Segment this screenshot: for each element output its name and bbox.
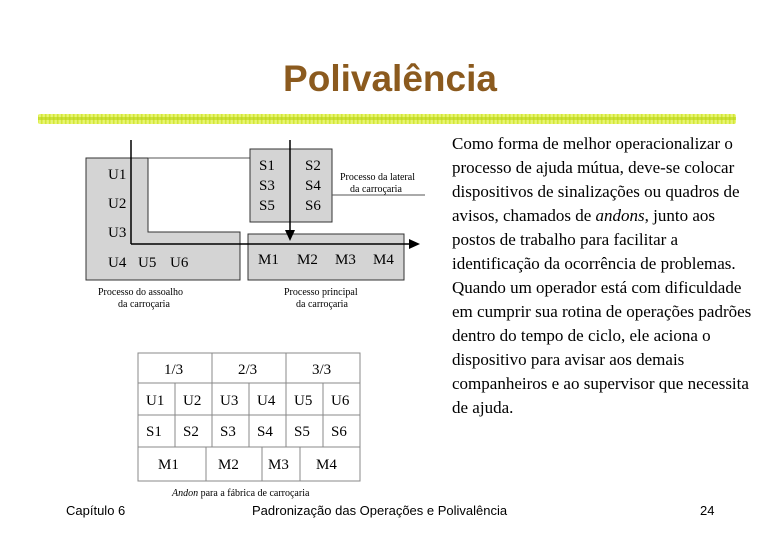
andon-caption-term: Andon [172,488,199,499]
andon-m3: M3 [268,457,289,473]
m3-label: M3 [335,252,356,268]
s5-label: S5 [259,198,275,214]
m2-label: M2 [297,252,318,268]
s1-label: S1 [259,158,275,174]
floor-caption-line2: da carroçaria [118,299,170,310]
u6-label: U6 [170,255,189,271]
m1-label: M1 [258,252,279,268]
andon-m4: M4 [316,457,337,473]
andon-s6: S6 [331,424,347,440]
andon-u4: U4 [257,393,276,409]
andon-header-3: 3/3 [312,362,332,378]
floor-caption-line1: Processo do assoalho [98,287,183,298]
main-caption-line2: da carroçaria [296,299,348,310]
s3-label: S3 [259,178,275,194]
title-underline-core [38,117,736,120]
u4-label: U4 [108,255,127,271]
explanation-paragraph [452,132,752,420]
paragraph-after: , junto aos postos de trabalho para facilitar a identificação da ocorrência de problemas. Quando um operador está com dificuldade em cumprir sua rotina de operações padrões dentro do tempo de ciclo, ele aciona o dispositivo para avisar aos demais companheiros e ao supervisor que necessita de ajuda. [452,206,752,417]
paragraph-term: andons [595,206,645,225]
andon-m2: M2 [218,457,239,473]
andon-m1: M1 [158,457,179,473]
andon-s2: S2 [183,424,199,440]
andon-header-2: 2/3 [238,362,258,378]
andon-board [130,345,370,505]
side-caption-line2: da carroçaria [350,184,402,195]
u3-label: U3 [108,225,127,241]
andon-caption [171,488,310,499]
footer-chapter: Capítulo 6 [66,503,126,518]
footer-page-number: 24 [700,503,715,518]
andon-caption-rest: para a fábrica de carroçaria [198,488,310,499]
andon-s1: S1 [146,424,162,440]
andon-s3: S3 [220,424,236,440]
u2-label: U2 [108,196,127,212]
m4-label: M4 [373,252,394,268]
s2-label: S2 [305,158,321,174]
andon-u5: U5 [294,393,313,409]
main-arrow-head [409,239,420,249]
u5-label: U5 [138,255,157,271]
andon-u1: U1 [146,393,165,409]
andon-u3: U3 [220,393,239,409]
paragraph-before: Como forma de melhor operacionalizar o processo de ajuda mútua, deve-se colocar dispositivos de sinalizações ou quadros de avisos, chamados de [452,134,740,225]
andon-u2: U2 [183,393,202,409]
side-caption-line1: Processo da lateral [340,172,415,183]
slide-title: Polivalência [283,58,497,99]
andon-s5: S5 [294,424,310,440]
footer-center-title: Padronização das Operações e Polivalência [252,503,508,518]
andon-u6: U6 [331,393,350,409]
u1-label: U1 [108,167,127,183]
andon-header-1: 1/3 [164,362,184,378]
s6-label: S6 [305,198,321,214]
s4-label: S4 [305,178,321,194]
main-caption-line1: Processo principal [284,287,358,298]
andon-s4: S4 [257,424,273,440]
